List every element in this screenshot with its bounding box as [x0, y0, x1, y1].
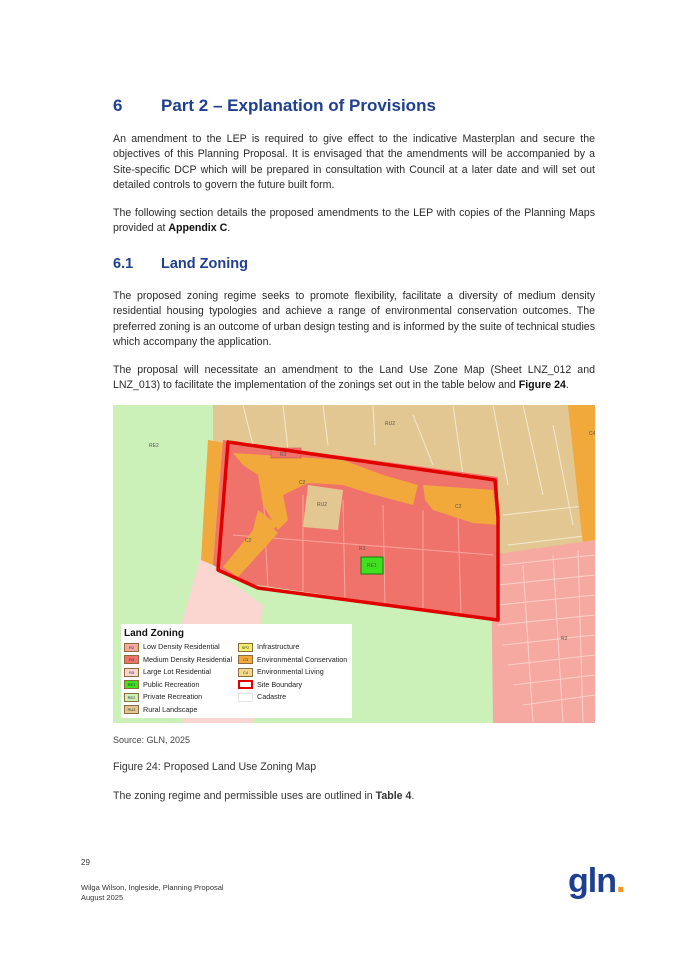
appendix-c-ref: Appendix C — [168, 222, 228, 235]
figure-caption: Figure 24: Proposed Land Use Zoning Map — [113, 761, 317, 773]
legend-label-r5: Large Lot Residential — [143, 667, 211, 676]
legend-title: Land Zoning — [124, 628, 184, 639]
legend-swatch-c3: C3 — [238, 655, 253, 664]
table-reference-end: . — [411, 790, 415, 802]
figure-24-ref: Figure 24 — [518, 379, 566, 392]
subsection-heading — [113, 256, 248, 272]
document-footer — [81, 883, 224, 903]
legend-label-c4: Environmental Living — [257, 667, 324, 676]
label-c2-southwest: C2 — [245, 538, 252, 544]
legend-item-re2 — [124, 692, 202, 702]
subsection-number: 6.1 — [113, 256, 134, 272]
label-c4: C4 — [589, 431, 595, 437]
r2-zone — [491, 540, 595, 723]
land-zoning-map — [113, 405, 595, 723]
label-re1: RE1 — [367, 563, 377, 569]
legend-label-re2: Private Recreation — [143, 692, 203, 701]
table-reference — [113, 790, 414, 802]
paragraph-amendment-end: . — [565, 379, 569, 392]
legend-label-r2: Low Density Residential — [143, 642, 220, 651]
gln-logo — [568, 862, 624, 901]
legend-item-site-boundary — [238, 680, 302, 690]
footer-date: August 2025 — [81, 893, 124, 902]
section-heading — [113, 96, 436, 116]
legend-swatch-re1: RE1 — [124, 680, 139, 689]
paragraph-appendix-text: The following section details the proposed amendments to the LEP with copies of the Planning Maps provided at — [113, 207, 595, 235]
section-number: 6 — [113, 96, 123, 115]
figure-source: Source: GLN, 2025 — [113, 735, 191, 745]
legend-swatch-sp2: SP2 — [238, 643, 253, 652]
label-c2-north: C2 — [299, 480, 306, 486]
legend-label-sp2: Infrastructure — [257, 642, 300, 651]
legend-label-re1: Public Recreation — [143, 679, 200, 689]
label-r3: R3 — [359, 546, 366, 552]
label-c2-east: C2 — [455, 504, 462, 510]
subsection-title: Land Zoning — [161, 256, 248, 272]
legend-swatch-site-boundary — [238, 680, 253, 689]
label-re2: RE2 — [149, 443, 159, 449]
map-legend — [121, 624, 352, 718]
legend-swatch-re2: RE2 — [124, 693, 139, 702]
label-r2: R2 — [561, 636, 568, 642]
label-ru2: RU2 — [385, 421, 396, 427]
table-reference-text: The zoning regime and permissible uses are outlined in — [113, 790, 376, 802]
legend-label-r3: Medium Density Residential — [143, 654, 233, 664]
legend-label-ru2: Rural Landscape — [143, 704, 198, 714]
label-ru2-inset: RU2 — [317, 502, 328, 508]
legend-item-sp2 — [238, 642, 299, 652]
table-4-ref: Table 4 — [375, 790, 412, 802]
legend-item-r2 — [124, 642, 220, 652]
gln-logo-dot: . — [615, 862, 625, 900]
legend-item-c3 — [238, 655, 347, 665]
legend-item-r5 — [124, 667, 211, 677]
gln-logo-text: gln — [568, 862, 616, 900]
legend-item-ru2 — [124, 705, 197, 715]
paragraph-appendix-end: . — [227, 222, 231, 235]
legend-swatch-cadastre — [238, 693, 253, 702]
section-title: Part 2 – Explanation of Provisions — [161, 96, 436, 115]
legend-swatch-r3: R3 — [124, 655, 139, 664]
legend-swatch-r2: R2 — [124, 643, 139, 652]
paragraph-intro: An amendment to the LEP is required to give effect to the indicative Masterplan and secure the objectives of this Planning Proposal. It is envisaged that the amendments will be accompanied by a Site-specific DCP which will be prepared in consultation with Council at a later date and will set out detailed controls to govern the future built form. — [113, 133, 595, 192]
legend-swatch-c4: C4 — [238, 668, 253, 677]
paragraph-amendment — [113, 363, 595, 394]
paragraph-appendix — [113, 206, 595, 237]
legend-swatch-ru2: RU2 — [124, 705, 139, 714]
legend-label-c3: Environmental Conservation — [257, 654, 348, 664]
footer-document-title: Wilga Wilson, Ingleside, Planning Proposal — [81, 883, 224, 892]
paragraph-zoning-regime: The proposed zoning regime seeks to promote flexibility, facilitate a diversity of medium density residential housing typologies and achieve a range of environmental conservation outcomes. The preferred zoning is an outcome of urban design testing and is informed by the suite of technical studies which accompany the application. — [113, 290, 595, 349]
legend-item-cadastre — [238, 692, 286, 702]
page-number: 29 — [81, 858, 90, 867]
legend-item-r3 — [124, 655, 232, 665]
legend-item-c4 — [238, 667, 324, 677]
legend-swatch-r5: R5 — [124, 668, 139, 677]
legend-label-cadastre: Cadastre — [257, 692, 287, 701]
legend-item-re1 — [124, 680, 199, 690]
label-r3-small: R3 — [280, 452, 287, 458]
legend-label-site-boundary: Site Boundary — [257, 679, 303, 689]
paragraph-amendment-text: The proposal will necessitate an amendment to the Land Use Zone Map (Sheet LNZ_012 and LNZ_013) to facilitate the implementation of the zonings set out in the table below and — [113, 364, 595, 392]
